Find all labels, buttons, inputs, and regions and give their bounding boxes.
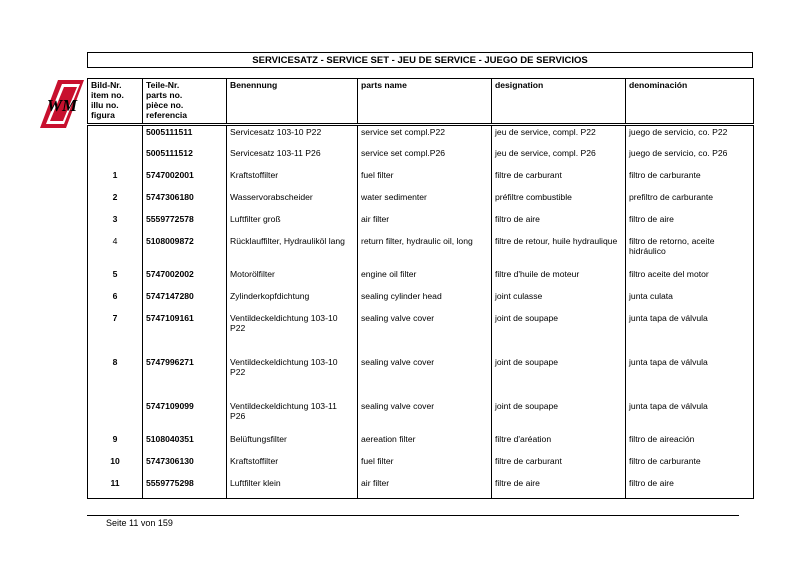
benennung-cell: Wasservorabscheider <box>227 191 358 213</box>
designation-cell: filtro de aire <box>492 213 626 235</box>
parts-name-cell: air filter <box>358 477 492 499</box>
table-row <box>88 147 754 169</box>
designation-cell: préfiltre combustible <box>492 191 626 213</box>
table-row <box>88 455 754 477</box>
denominacion-cell: filtro aceite del motor <box>626 268 754 290</box>
parts-name-cell: return filter, hydraulic oil, long <box>358 235 492 268</box>
table-row <box>88 213 754 235</box>
header-part-no: Teile-Nr. parts no. pièce no. referencia <box>143 79 227 125</box>
header-designation: designation <box>492 79 626 125</box>
footer-divider <box>87 515 739 516</box>
benennung-cell: Kraftstoffilter <box>227 455 358 477</box>
item-number-cell: 6 <box>88 290 143 312</box>
benennung-cell: Ventildeckeldichtung 103-10 P22 <box>227 312 358 356</box>
table-row <box>88 356 754 400</box>
parts-name-cell: fuel filter <box>358 455 492 477</box>
part-number-cell: 5747002002 <box>143 268 227 290</box>
table-row <box>88 312 754 356</box>
denominacion-cell: junta culata <box>626 290 754 312</box>
designation-cell: filtre d'aréation <box>492 433 626 455</box>
part-number-cell: 5005111512 <box>143 147 227 169</box>
denominacion-cell: filtro de aireación <box>626 433 754 455</box>
denominacion-cell: filtro de aire <box>626 213 754 235</box>
denominacion-cell: filtro de carburante <box>626 169 754 191</box>
denominacion-cell: prefiltro de carburante <box>626 191 754 213</box>
parts-name-cell: air filter <box>358 213 492 235</box>
item-number-cell: 4 <box>88 235 143 268</box>
denominacion-cell: junta tapa de válvula <box>626 312 754 356</box>
parts-name-cell: sealing valve cover <box>358 312 492 356</box>
part-number-cell: 5559775298 <box>143 477 227 499</box>
part-number-cell: 5747002001 <box>143 169 227 191</box>
designation-cell: filtre de carburant <box>492 169 626 191</box>
parts-name-cell: service set compl.P22 <box>358 125 492 147</box>
table-row <box>88 477 754 499</box>
header-benennung: Benennung <box>227 79 358 125</box>
table-row <box>88 290 754 312</box>
table-row <box>88 235 754 268</box>
item-number-cell: 5 <box>88 268 143 290</box>
table-row <box>88 268 754 290</box>
wm-logo-icon <box>40 78 84 130</box>
benennung-cell: Servicesatz 103-10 P22 <box>227 125 358 147</box>
item-number-cell: 8 <box>88 356 143 400</box>
designation-cell: filtre de carburant <box>492 455 626 477</box>
designation-cell: joint culasse <box>492 290 626 312</box>
table-header-row <box>88 79 754 125</box>
parts-name-cell: aereation filter <box>358 433 492 455</box>
item-number-cell <box>88 147 143 169</box>
designation-cell: jeu de service, compl. P26 <box>492 147 626 169</box>
table-row <box>88 169 754 191</box>
designation-cell: jeu de service, compl. P22 <box>492 125 626 147</box>
part-number-cell: 5559772578 <box>143 213 227 235</box>
header-item-no: Bild-Nr. item no. illu no. figura <box>88 79 143 125</box>
page-title: SERVICESATZ - SERVICE SET - JEU DE SERVICE - JUEGO DE SERVICIOS <box>87 52 753 68</box>
denominacion-cell: juego de servicio, co. P26 <box>626 147 754 169</box>
designation-cell: joint de soupape <box>492 356 626 400</box>
designation-cell: joint de soupape <box>492 312 626 356</box>
header-parts-name: parts name <box>358 79 492 125</box>
part-number-cell: 5747109099 <box>143 400 227 433</box>
item-number-cell <box>88 125 143 147</box>
part-number-cell: 5747147280 <box>143 290 227 312</box>
parts-name-cell: engine oil filter <box>358 268 492 290</box>
table-row <box>88 125 754 147</box>
designation-cell: filtre de retour, huile hydraulique <box>492 235 626 268</box>
benennung-cell: Luftfilter groß <box>227 213 358 235</box>
item-number-cell: 1 <box>88 169 143 191</box>
part-number-cell: 5108040351 <box>143 433 227 455</box>
parts-name-cell: fuel filter <box>358 169 492 191</box>
page-number: Seite 11 von 159 <box>106 518 173 528</box>
denominacion-cell: junta tapa de válvula <box>626 400 754 433</box>
denominacion-cell: filtro de retorno, aceite hidráulico <box>626 235 754 268</box>
benennung-cell: Belüftungsfilter <box>227 433 358 455</box>
item-number-cell: 10 <box>88 455 143 477</box>
parts-table <box>87 78 754 499</box>
parts-name-cell: water sedimenter <box>358 191 492 213</box>
parts-name-cell: sealing valve cover <box>358 400 492 433</box>
item-number-cell <box>88 400 143 433</box>
designation-cell: joint de soupape <box>492 400 626 433</box>
benennung-cell: Kraftstoffilter <box>227 169 358 191</box>
benennung-cell: Luftfilter klein <box>227 477 358 499</box>
part-number-cell: 5747306130 <box>143 455 227 477</box>
item-number-cell: 2 <box>88 191 143 213</box>
benennung-cell: Ventildeckeldichtung 103-10 P22 <box>227 356 358 400</box>
parts-name-cell: sealing cylinder head <box>358 290 492 312</box>
benennung-cell: Servicesatz 103-11 P26 <box>227 147 358 169</box>
wm-logo-text: WM <box>46 96 78 115</box>
benennung-cell: Motorölfilter <box>227 268 358 290</box>
benennung-cell: Rücklauffilter, Hydrauliköl lang <box>227 235 358 268</box>
part-number-cell: 5747306180 <box>143 191 227 213</box>
part-number-cell: 5005111511 <box>143 125 227 147</box>
denominacion-cell: filtro de carburante <box>626 455 754 477</box>
denominacion-cell: filtro de aire <box>626 477 754 499</box>
table-row <box>88 400 754 433</box>
designation-cell: filtre de aire <box>492 477 626 499</box>
designation-cell: filtre d'huile de moteur <box>492 268 626 290</box>
parts-name-cell: service set compl.P26 <box>358 147 492 169</box>
table-row <box>88 433 754 455</box>
table-row <box>88 191 754 213</box>
denominacion-cell: junta tapa de válvula <box>626 356 754 400</box>
item-number-cell: 3 <box>88 213 143 235</box>
part-number-cell: 5108009872 <box>143 235 227 268</box>
denominacion-cell: juego de servicio, co. P22 <box>626 125 754 147</box>
header-denominacion: denominación <box>626 79 754 125</box>
benennung-cell: Ventildeckeldichtung 103-11 P26 <box>227 400 358 433</box>
item-number-cell: 11 <box>88 477 143 499</box>
item-number-cell: 7 <box>88 312 143 356</box>
parts-name-cell: sealing valve cover <box>358 356 492 400</box>
part-number-cell: 5747109161 <box>143 312 227 356</box>
item-number-cell: 9 <box>88 433 143 455</box>
part-number-cell: 5747996271 <box>143 356 227 400</box>
benennung-cell: Zylinderkopfdichtung <box>227 290 358 312</box>
